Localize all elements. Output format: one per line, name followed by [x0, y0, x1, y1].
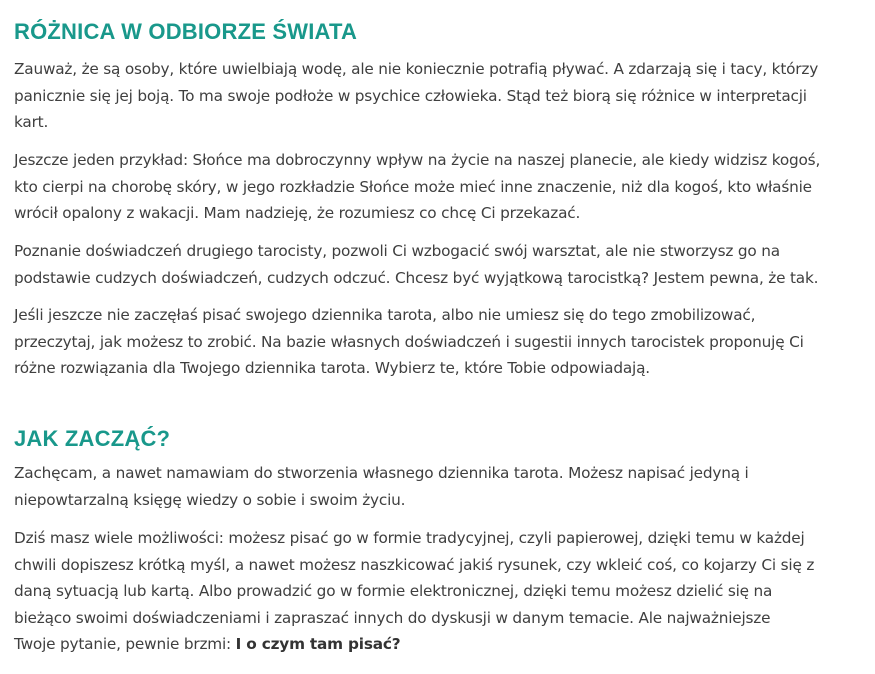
- paragraph-line: Jeszcze jeden przykład: Słońce ma dobroczynny wpływ na życie na naszej planecie, ale kiedy widzisz kogoś,: [14, 151, 821, 169]
- paragraph: [14, 56, 862, 136]
- paragraph-line: Jeśli jeszcze nie zaczęłaś pisać swojego dziennika tarota, albo nie umiesz się do tego zmobilizować,: [14, 306, 756, 324]
- paragraph: [14, 147, 862, 227]
- section-heading-roznica: RÓŻNICA W ODBIORZE ŚWIATA: [14, 19, 358, 44]
- paragraph-line: Zauważ, że są osoby, które uwielbiają wodę, ale nie koniecznie potrafią pływać. A zdarzają się i tacy, którzy: [14, 60, 819, 78]
- paragraph-line: kto cierpi na chorobę skóry, w jego rozkładzie Słońce może mieć inne znaczenie, niż dla kogoś, kto właśnie: [14, 177, 812, 196]
- paragraph-line: kart.: [14, 113, 49, 131]
- paragraph: [14, 238, 862, 291]
- paragraph-line: Dziś masz wiele możliwości: możesz pisać go w formie tradycyjnej, czyli papierowej, dzięki temu w każdej: [14, 529, 805, 547]
- paragraph: [14, 460, 862, 513]
- paragraph-line: różne rozwiązania dla Twojego dziennika tarota. Wybierz te, które Tobie odpowiadają.: [14, 359, 650, 377]
- paragraph-text: Twoje pytanie, pewnie brzmi:: [14, 635, 236, 653]
- paragraph-line: Zachęcam, a nawet namawiam do stworzenia własnego dziennika tarota. Możesz napisać jedyną i: [14, 464, 749, 482]
- paragraph: [14, 302, 862, 382]
- bold-question: I o czym tam pisać?: [235, 635, 401, 653]
- paragraph-line: bieżąco swoimi doświadczeniami i zapraszać innych do dyskusji w danym temacie. Ale najważniejsze: [14, 608, 771, 627]
- paragraph-line-final: [14, 631, 862, 658]
- paragraph-line: wrócił opalony z wakacji. Mam nadzieję, że rozumiesz co chcę Ci przekazać.: [14, 204, 581, 222]
- paragraph-line: podstawie cudzych doświadczeń, cudzych odczuć. Chcesz być wyjątkową tarocistką? Jestem pewna, że tak.: [14, 268, 819, 287]
- paragraph-line: panicznie się jej boją. To ma swoje podłoże w psychice człowieka. Stąd też biorą się różnice w interpretacji: [14, 86, 807, 105]
- paragraph-line: Poznanie doświadczeń drugiego tarocisty, pozwoli Ci wzbogacić swój warsztat, ale nie stworzysz go na: [14, 242, 780, 260]
- paragraph-line: przeczytaj, jak możesz to zrobić. Na bazie własnych doświadczeń i sugestii innych tarocistek proponuję Ci: [14, 332, 804, 351]
- paragraph-line: daną sytuacją lub kartą. Albo prowadzić go w formie elektronicznej, dzięki temu możesz dzielić się na: [14, 582, 773, 600]
- paragraph-line: niepowtarzalną księgę wiedzy o sobie i swoim życiu.: [14, 490, 406, 509]
- paragraph: [14, 525, 862, 658]
- paragraph-line: chwili dopiszesz krótką myśl, a nawet możesz naszkicować jakiś rysunek, czy wkleić coś, co kojarzy Ci się z: [14, 555, 815, 574]
- section-heading-jak-zaczac: JAK ZACZĄĆ?: [14, 426, 171, 451]
